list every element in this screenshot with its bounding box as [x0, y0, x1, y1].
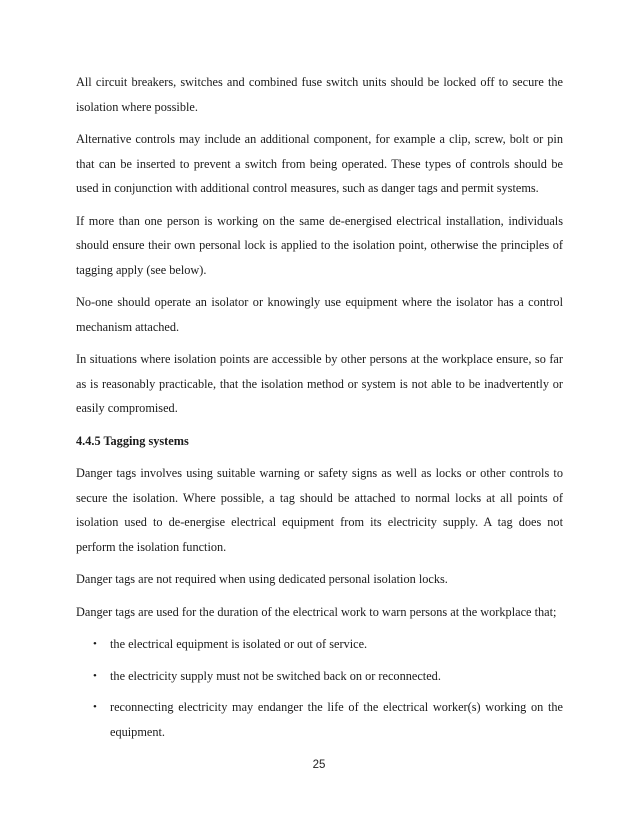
list-item	[76, 664, 563, 689]
paragraph-danger-tags-intro: Danger tags involves using suitable warning or safety signs as well as locks or other controls to secure the isolation. Where possible, a tag should be attached to normal locks at all points of isolation used to de-energise electrical equipment from its electricity supply. A tag does not perform the isolation function.	[76, 466, 563, 554]
bullet-icon: •	[93, 701, 97, 713]
bullet-list	[76, 632, 563, 744]
bullet-text: reconnecting electricity may endanger the life of the electrical worker(s) working on the equipment.	[110, 700, 563, 739]
list-item	[76, 695, 563, 744]
paragraph-locking-off: All circuit breakers, switches and combined fuse switch units should be locked off to secure the isolation where possible.	[76, 75, 563, 114]
list-item	[76, 632, 563, 657]
bullet-icon: •	[93, 638, 97, 650]
paragraph-danger-tags-duration: Danger tags are used for the duration of the electrical work to warn persons at the workplace that;	[76, 604, 557, 619]
bullet-icon: •	[93, 669, 97, 682]
document-page	[76, 70, 563, 751]
paragraph-isolation-points: In situations where isolation points are accessible by other persons at the workplace ensure, so far as is reasonably practicable, that the isolation method or system is not able to be inadvertently or easily compromised.	[76, 352, 563, 415]
bullet-text: the electricity supply must not be switched back on or reconnected.	[110, 668, 441, 683]
paragraph-danger-tags-not-required: Danger tags are not required when using dedicated personal isolation locks.	[76, 572, 448, 586]
bullet-text: the electrical equipment is isolated or out of service.	[110, 637, 368, 651]
paragraph-personal-lock: If more than one person is working on the same de-energised electrical installation, individuals should ensure their own personal lock is applied to the isolation point, otherwise the principles of tagging apply (see below).	[76, 213, 563, 277]
paragraph-alternative-controls: Alternative controls may include an additional component, for example a clip, screw, bolt or pin that can be inserted to prevent a switch from being operated. These types of controls should be used in conjunction with additional control measures, such as danger tags and permit systems.	[76, 132, 563, 195]
paragraph-no-one-operate: No-one should operate an isolator or knowingly use equipment where the isolator has a control mechanism attached.	[76, 295, 563, 334]
page-number: 25	[312, 759, 326, 771]
section-heading: 4.4.5 Tagging systems	[76, 433, 189, 448]
